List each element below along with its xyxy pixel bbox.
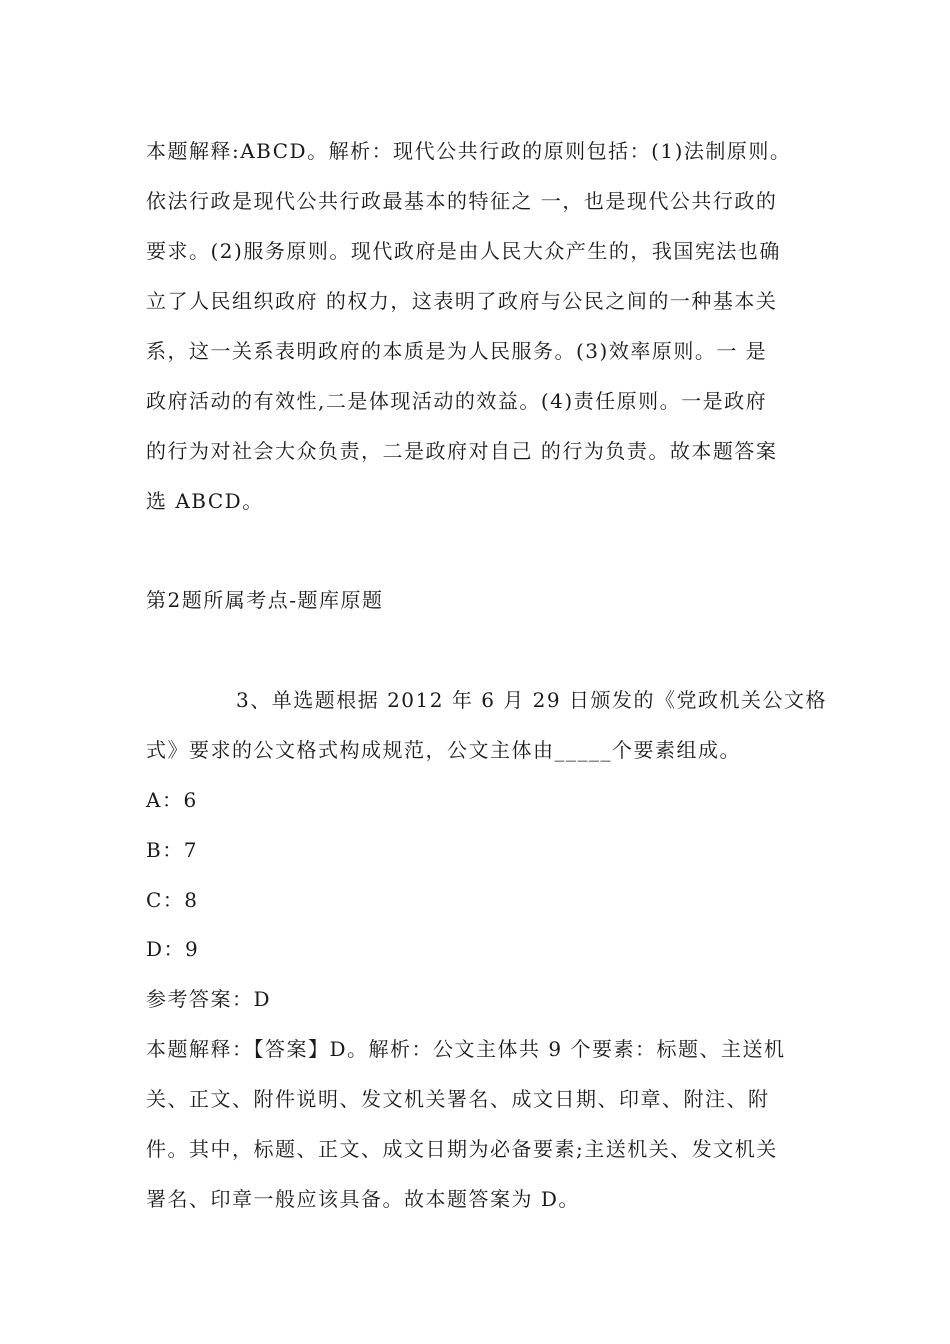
question-stem-line: 式》要求的公文格式构成规范，公文主体由_____个要素组成。	[146, 738, 741, 762]
explanation-line: 的行为对社会大众负责，二是政府对自己 的行为负责。故本题答案	[146, 439, 778, 463]
answer-explanation-line: 关、正文、附件说明、发文机关署名、成文日期、印章、附注、附	[146, 1087, 770, 1111]
knowledge-point-heading: 第2题所属考点-题库原题	[146, 588, 384, 612]
reference-answer: 参考答案：D	[146, 987, 272, 1011]
answer-explanation-line: 件。其中，标题、正文、成文日期为必备要素;主送机关、发文机关	[146, 1137, 778, 1161]
explanation-line: 立了人民组织政府 的权力，这表明了政府与公民之间的一种基本关	[146, 289, 778, 313]
explanation-line: 政府活动的有效性,二是体现活动的效益。(4)责任原则。一是政府	[146, 389, 768, 413]
explanation-line: 本题解释:ABCD。解析：现代公共行政的原则包括：(1)法制原则。	[146, 139, 792, 163]
answer-explanation-line: 署名、印章一般应该具备。故本题答案为 D。	[146, 1187, 580, 1211]
option-b: B：7	[146, 838, 198, 862]
option-a: A：6	[146, 788, 198, 812]
option-d: D：9	[146, 937, 200, 961]
question-stem-line: 3、单选题根据 2012 年 6 月 29 日颁发的《党政机关公文格	[236, 688, 827, 712]
explanation-line: 系，这一关系表明政府的本质是为人民服务。(3)效率原则。一 是	[146, 339, 768, 363]
explanation-line: 依法行政是现代公共行政最基本的特征之 一，也是现代公共行政的	[146, 189, 778, 213]
option-c: C：8	[146, 888, 199, 912]
explanation-line: 选 ABCD。	[146, 489, 264, 513]
explanation-line: 要求。(2)服务原则。现代政府是由人民大众产生的，我国宪法也确	[146, 239, 781, 263]
answer-explanation-line: 本题解释：【答案】D。解析：公文主体共 9 个要素：标题、主送机	[146, 1037, 786, 1061]
